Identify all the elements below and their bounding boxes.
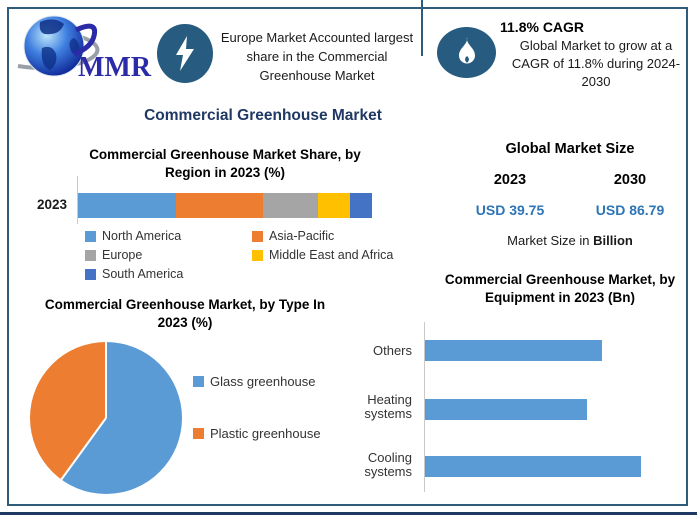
legend-label: Glass greenhouse: [210, 374, 316, 389]
equipment-label-cooling-systems: Cooling systems: [364, 450, 412, 479]
value-2023: USD 39.75: [475, 202, 545, 218]
market-size-footnote: [450, 233, 690, 248]
footnote-prefix: Market Size in: [507, 233, 594, 248]
bar-heating-systems: [425, 399, 587, 420]
segment-middle-east-africa: [318, 193, 350, 218]
equipment-label-heating-systems: Heating systems: [364, 392, 412, 421]
legend-item-north-america: [85, 229, 252, 243]
globe-icon: [12, 8, 157, 92]
segment-europe: [263, 193, 317, 218]
swatch-middle-east-africa: [252, 250, 263, 261]
market-size-values: [450, 202, 690, 218]
region-chart-title: Commercial Greenhouse Market Share, by Region in 2023 (%): [89, 147, 361, 180]
region-stacked-bar: [78, 193, 372, 218]
bottom-rule: [0, 512, 697, 515]
swatch-north-america: [85, 231, 96, 242]
equipment-chart-title: Commercial Greenhouse Market, by Equipment in 2023 (Bn): [444, 272, 676, 305]
swatch-plastic-greenhouse: [193, 428, 204, 439]
swatch-europe: [85, 250, 96, 261]
type-chart-title: Commercial Greenhouse Market, by Type In 2023 (%): [44, 297, 326, 330]
legend-label: North America: [102, 229, 182, 243]
cagr-text: Global Market to grow at a CAGR of 11.8% during 2024-2030: [511, 38, 681, 89]
flame-icon: [437, 27, 496, 78]
legend-item-middle-east-africa: [252, 248, 393, 262]
legend-label: Plastic greenhouse: [210, 426, 321, 441]
lightning-icon: [157, 24, 213, 83]
legend-label: Europe: [102, 248, 143, 262]
bar-others: [425, 340, 602, 361]
value-2030: USD 86.79: [595, 202, 665, 218]
footnote-unit: Billion: [593, 233, 633, 248]
legend-item-glass-greenhouse: [193, 374, 316, 389]
segment-north-america: [78, 193, 176, 218]
legend-item-asia-pacific: [252, 229, 393, 243]
legend-label: South America: [102, 267, 184, 281]
year-2030: 2030: [613, 172, 647, 188]
logo-text: MMR: [78, 52, 152, 83]
swatch-asia-pacific: [252, 231, 263, 242]
legend-item-europe: [85, 248, 252, 262]
equipment-label-others: Others: [372, 343, 412, 358]
region-legend: [85, 229, 393, 281]
bar-cooling-systems: [425, 456, 641, 477]
global-market-size-title: Global Market Size: [505, 141, 635, 157]
year-2023: 2023: [493, 172, 527, 188]
segment-asia-pacific: [176, 193, 263, 218]
legend-label: Middle East and Africa: [269, 248, 394, 262]
pie-divider: [61, 417, 107, 480]
mmr-logo: [12, 8, 157, 92]
cagr-title: 11.8% CAGR: [500, 19, 585, 35]
europe-highlight-text: Europe Market Accounted largest share in the Commercial Greenhouse Market: [220, 30, 414, 83]
market-size-years: [450, 172, 690, 188]
header-divider: [421, 0, 423, 56]
region-chart-category-label: 2023: [36, 197, 68, 212]
legend-label: Asia-Pacific: [269, 229, 335, 243]
segment-south-america: [350, 193, 372, 218]
swatch-south-america: [85, 269, 96, 280]
legend-item-plastic-greenhouse: [193, 426, 321, 441]
page-title: Commercial Greenhouse Market: [144, 107, 382, 124]
pie-chart: [30, 342, 182, 494]
cagr-highlight: [500, 19, 692, 91]
pie-divider-top: [105, 342, 107, 418]
swatch-glass-greenhouse: [193, 376, 204, 387]
legend-item-south-america: [85, 267, 252, 281]
